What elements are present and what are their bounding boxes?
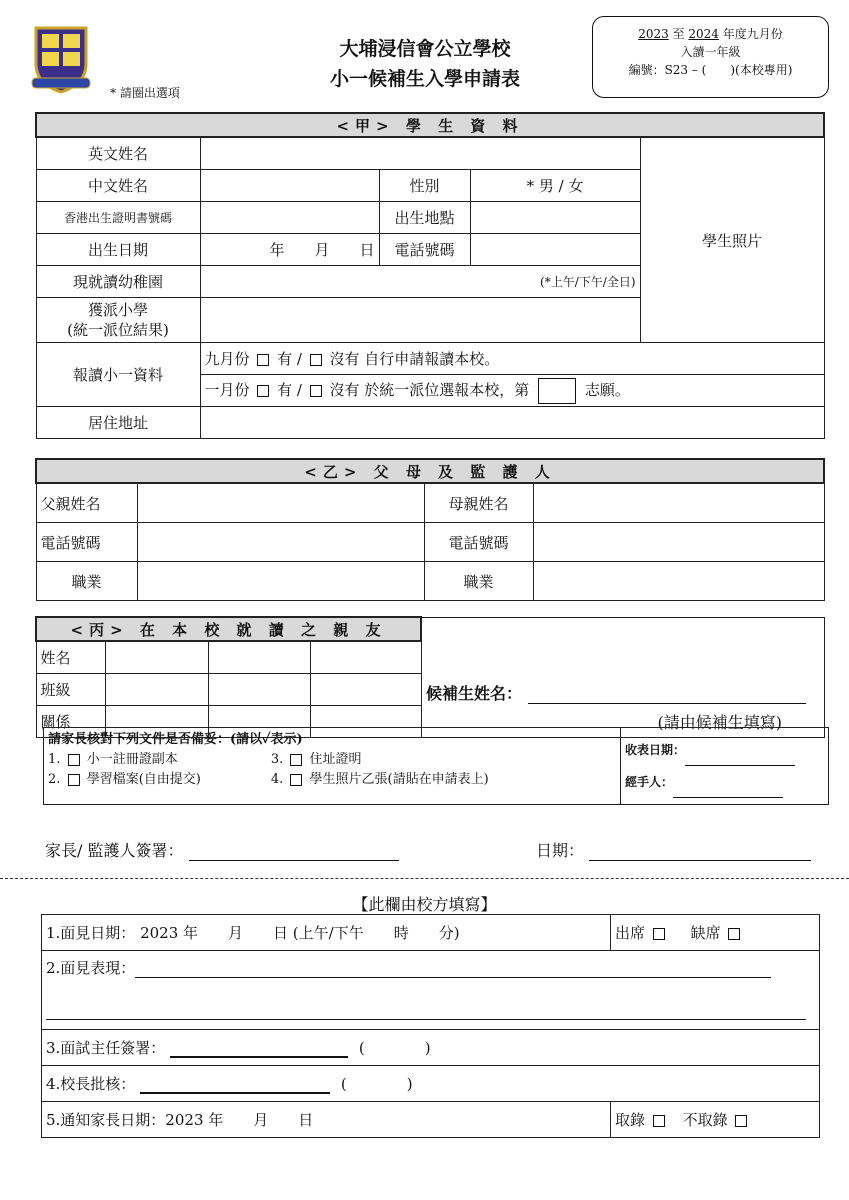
- parent-signature-label: 家長/ 監護人簽署：: [45, 841, 184, 860]
- grade-text: 入讀一年級: [680, 45, 741, 59]
- doc-3-num: 3.: [270, 752, 284, 767]
- documents-cell: [44, 728, 621, 805]
- birth-place-label: 出生地點: [379, 202, 470, 234]
- allocated-label-line1: 獲派小學: [87, 301, 148, 319]
- interview-date[interactable]: 1.面見日期： 2023 年 月 日 (上午/下午 時 分): [42, 915, 611, 951]
- absent-checkbox[interactable]: [728, 928, 740, 940]
- father-phone-field[interactable]: [137, 523, 424, 562]
- jan-no-checkbox[interactable]: [310, 385, 322, 397]
- chinese-name-label: 中文姓名: [36, 170, 200, 202]
- candidate-note: (請由候補生填寫): [657, 713, 782, 732]
- relative-class-field-3[interactable]: [311, 674, 421, 706]
- dob-field[interactable]: 年 月 日: [200, 234, 379, 266]
- january-option: [200, 375, 824, 407]
- sept-yes-label: 有 /: [277, 350, 302, 368]
- relative-name-field-2[interactable]: [208, 641, 310, 674]
- kindergarten-session[interactable]: (*上午/下午/全日): [200, 266, 640, 298]
- year-mid: 至: [672, 27, 685, 41]
- mother-occupation-field[interactable]: [533, 562, 824, 601]
- sept-no-label: 沒有 自行申請報讀本校。: [329, 350, 500, 368]
- info-box: [592, 16, 829, 98]
- father-name-label: 父親姓名: [36, 483, 137, 523]
- birth-cert-label: 香港出生證明書號碼: [36, 202, 200, 234]
- jan-no-label: 沒有 於統一派位選報本校，第: [329, 380, 530, 399]
- performance-line-1[interactable]: [135, 977, 771, 978]
- form-title: 小一候補生入學申請表: [329, 68, 520, 90]
- signature-date-field[interactable]: [589, 860, 811, 861]
- allocated-label-line2: (統一派位結果): [67, 321, 169, 339]
- chinese-name-field[interactable]: [200, 170, 379, 202]
- birth-cert-field[interactable]: [200, 202, 379, 234]
- relative-name-label: 姓名: [36, 641, 106, 674]
- allocated-school-field[interactable]: [200, 298, 640, 343]
- doc-3-checkbox[interactable]: [290, 754, 302, 766]
- form-title-block: [250, 34, 600, 94]
- receipt-cell: [621, 728, 829, 805]
- reject-checkbox[interactable]: [735, 1115, 747, 1127]
- father-name-field[interactable]: [137, 483, 424, 523]
- student-photo-box: 學生照片: [640, 137, 824, 343]
- birth-place-field[interactable]: [470, 202, 640, 234]
- absent-label: 缺席: [690, 924, 721, 942]
- relative-name-field-1[interactable]: [106, 641, 208, 674]
- principal-cell: [42, 1066, 820, 1102]
- choice-rank-field[interactable]: [538, 378, 576, 404]
- school-name: 大埔浸信會公立學校: [339, 38, 511, 60]
- doc-4-num: 4.: [270, 772, 284, 787]
- sept-yes-checkbox[interactable]: [257, 354, 269, 366]
- notify-date[interactable]: 5.通知家長日期：2023 年 月 日: [42, 1102, 611, 1138]
- doc-4-checkbox[interactable]: [290, 774, 302, 786]
- student-info-table: [35, 112, 825, 439]
- september-option: [200, 343, 824, 375]
- office-table: [41, 914, 820, 1138]
- reference-number: 編號：S23 – ( )(本校專用): [628, 63, 793, 77]
- handler-label: 經手人：: [625, 775, 674, 789]
- mother-name-label: 母親姓名: [424, 483, 533, 523]
- performance-cell: [42, 951, 820, 1030]
- doc-2-num: 2.: [48, 772, 61, 787]
- principal-paren: ( ): [340, 1075, 413, 1093]
- documents-table: [43, 727, 829, 805]
- relative-relation-label: 關係: [36, 706, 106, 738]
- doc-3-label: 住址證明: [309, 752, 362, 767]
- year-suffix: 年度九月份: [722, 27, 783, 41]
- admit-label: 取錄: [615, 1111, 646, 1129]
- signature-date-row: [536, 838, 811, 861]
- candidate-cell: [421, 617, 825, 738]
- father-occupation-label: 職業: [36, 562, 137, 601]
- relative-class-field-2[interactable]: [208, 674, 310, 706]
- circle-note: * 請圈出選項: [110, 86, 180, 100]
- jan-yes-checkbox[interactable]: [257, 385, 269, 397]
- phone-field[interactable]: [470, 234, 640, 266]
- reject-label: 不取錄: [682, 1111, 728, 1129]
- admit-checkbox[interactable]: [653, 1115, 665, 1127]
- parents-table: [35, 458, 825, 601]
- sept-label: 九月份: [204, 350, 250, 368]
- mother-name-field[interactable]: [533, 483, 824, 523]
- doc-4-label: 學生照片乙張(請貼在申請表上): [309, 772, 489, 787]
- director-paren: ( ): [358, 1039, 431, 1057]
- documents-title: 請家長核對下列文件是否備妥：(請以✓表示): [48, 732, 303, 747]
- doc-1-checkbox[interactable]: [68, 754, 80, 766]
- director-signature-field[interactable]: [170, 1056, 348, 1058]
- address-label: 居住地址: [36, 407, 200, 439]
- kindergarten-label: 現就讀幼稚園: [36, 266, 200, 298]
- director-signature-label: 3.面試主任簽署：: [46, 1039, 166, 1057]
- attend-label: 出席: [615, 924, 646, 942]
- allocated-school-label: [36, 298, 200, 343]
- dob-label: 出生日期: [36, 234, 200, 266]
- father-phone-label: 電話號碼: [36, 523, 137, 562]
- relative-name-field-3[interactable]: [311, 641, 421, 674]
- father-occupation-field[interactable]: [137, 562, 424, 601]
- relative-class-field-1[interactable]: [106, 674, 208, 706]
- doc-2-checkbox[interactable]: [68, 774, 80, 786]
- sept-no-checkbox[interactable]: [310, 354, 322, 366]
- relative-class-label: 班級: [36, 674, 106, 706]
- cut-line: [0, 878, 849, 879]
- admission-cell: [611, 1102, 820, 1138]
- gender-label: 性別: [379, 170, 470, 202]
- performance-label: 2.面見表現：: [46, 959, 136, 977]
- english-name-label: 英文姓名: [36, 137, 200, 170]
- doc-2-label: 學習檔案(自由提交): [86, 772, 201, 787]
- choice-suffix: 志願。: [584, 380, 630, 399]
- received-date-label: 收表日期：: [625, 743, 686, 757]
- attendance-cell: [611, 915, 820, 951]
- year-from: 2023: [638, 27, 669, 41]
- section-b-title: <乙> 父 母 及 監 護 人: [36, 459, 824, 483]
- principal-signature-field[interactable]: [140, 1092, 330, 1094]
- mother-phone-field[interactable]: [533, 523, 824, 562]
- apply-p1-label: 報讀小一資料: [36, 343, 200, 407]
- address-field[interactable]: [200, 407, 824, 439]
- mother-occupation-label: 職業: [424, 562, 533, 601]
- jan-yes-label: 有 /: [277, 380, 302, 399]
- doc-1-label: 小一註冊證副本: [86, 752, 178, 767]
- director-signature-cell: [42, 1030, 820, 1066]
- school-logo: [28, 24, 94, 96]
- principal-label: 4.校長批核：: [46, 1075, 136, 1093]
- candidate-label: 候補生姓名：: [426, 684, 523, 703]
- phone-label: 電話號碼: [379, 234, 470, 266]
- parent-signature-row: [45, 838, 399, 861]
- english-name-field[interactable]: [200, 137, 640, 170]
- candidate-name-field[interactable]: [528, 703, 806, 704]
- jan-label: 一月份: [204, 380, 250, 399]
- section-c-title: <丙> 在 本 校 就 讀 之 親 友: [36, 617, 421, 641]
- office-use-title: 【此欄由校方填寫】: [352, 895, 497, 914]
- attend-checkbox[interactable]: [653, 928, 665, 940]
- relatives-table: [35, 616, 825, 738]
- doc-1-num: 1.: [48, 752, 61, 767]
- mother-phone-label: 電話號碼: [424, 523, 533, 562]
- handler-field[interactable]: [673, 797, 783, 798]
- performance-line-2[interactable]: [46, 1019, 806, 1020]
- gender-options[interactable]: * 男 / 女: [470, 170, 640, 202]
- year-to: 2024: [688, 27, 719, 41]
- section-a-title: <甲> 學 生 資 料: [36, 113, 824, 137]
- parent-signature-field[interactable]: [189, 860, 399, 861]
- signature-date-label: 日期：: [536, 841, 585, 860]
